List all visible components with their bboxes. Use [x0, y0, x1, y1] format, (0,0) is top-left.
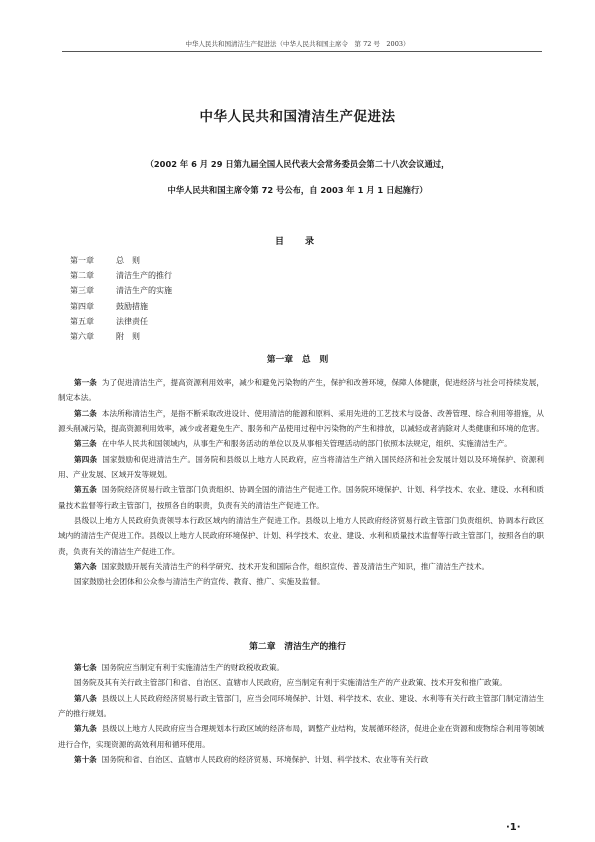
toc-item — [70, 329, 172, 344]
article-paragraph — [58, 691, 544, 722]
article-text: 国家鼓励开展有关清洁生产的科学研究、技术开发和国际合作，组织宣传、普及清洁生产知识，推广清洁生产技术。 — [101, 562, 490, 572]
article-number: 第三条 — [74, 439, 97, 449]
article-text: 国务院及其有关行政主管部门和省、自治区、直辖市人民政府，应当制定有利于实施清洁生产的产业政策、技术开发和推广政策。 — [74, 678, 507, 688]
adoption-note: （2002 年 6 月 29 日第九届全国人民代表大会常务委员会第二十八次会议通过， — [145, 159, 450, 169]
toc-chapter-title: 清洁生产的实施 — [116, 286, 172, 296]
toc-chapter-number: 第一章 — [70, 256, 94, 265]
toc-item — [70, 268, 172, 283]
article-text: 在中华人民共和国领域内，从事生产和服务活动的单位以及从事相关管理活动的部门依照本法规定，组织、实施清洁生产。 — [101, 439, 512, 449]
chapter-1-body — [58, 375, 544, 590]
article-number: 第四条 — [74, 454, 98, 464]
table-of-contents — [70, 253, 172, 344]
article-text: 本法所称清洁生产，是指不断采取改进设计、使用清洁的能源和原料、采用先进的工艺技术与设备、改善管理、综合利用等措施，从源头削减污染，提高资源利用效率，减少或者避免生产、服务和产品使用过程中污染物的产生和排放，以减轻或者消除对人类健康和环境的危害。 — [58, 408, 544, 434]
article-number: 第六条 — [74, 562, 97, 572]
article-number: 第一条 — [74, 378, 97, 387]
toc-chapter-title: 附 则 — [116, 332, 140, 342]
article-paragraph — [58, 574, 544, 589]
article-text: 县级以上人民政府经济贸易行政主管部门，应当会同环境保护、计划、科学技术、农业、建设、水利等有关行政主管部门制定清洁生产的推行规划。 — [58, 693, 544, 719]
toc-item — [70, 314, 172, 329]
document-title: 中华人民共和国清洁生产促进法 — [199, 109, 396, 125]
article-paragraph — [58, 482, 544, 513]
toc-chapter-title: 清洁生产的推行 — [116, 271, 172, 281]
chapter-2-body — [58, 660, 544, 767]
article-number: 第十条 — [74, 755, 97, 765]
toc-item — [70, 299, 172, 314]
chapter-2-heading: 第二章 清洁生产的推行 — [249, 642, 346, 652]
promulgation-note: 中华人民共和国主席令第 72 号公布，自 2003 年 1 月 1 日起施行） — [167, 185, 428, 195]
article-number: 第七条 — [74, 663, 97, 672]
article-text: 国家鼓励社会团体和公众参与清洁生产的宣传、教育、推广、实施及监督。 — [74, 577, 325, 587]
article-paragraph — [58, 406, 544, 437]
article-paragraph — [58, 559, 544, 574]
article-paragraph — [58, 752, 544, 767]
article-number: 第五条 — [74, 485, 97, 495]
toc-chapter-title: 法律责任 — [116, 316, 148, 326]
article-number: 第二条 — [74, 408, 97, 418]
article-text: 国务院应当制定有利于实施清洁生产的财政税收政策。 — [101, 663, 285, 672]
toc-chapter-number: 第四章 — [70, 301, 94, 311]
article-text: 县级以上地方人民政府负责领导本行政区域内的清洁生产促进工作。县级以上地方人民政府经济贸易行政主管部门负责组织、协调本行政区域内的清洁生产促进工作。县级以上地方人民政府环境保护、计划、科学技术、农业、建设、水利和质量技术监督等行政主管部门，按照各自的职责，负责有关的清洁生产促进工作。 — [58, 516, 544, 556]
article-text: 为了促进清洁生产，提高资源利用效率，减少和避免污染物的产生，保护和改善环境，保障人体健康，促进经济与社会可持续发展，制定本法。 — [58, 378, 544, 403]
toc-chapter-number: 第六章 — [70, 332, 94, 342]
article-text: 国务院经济贸易行政主管部门负责组织、协调全国的清洁生产促进工作。国务院环境保护、计划、科学技术、农业、建设、水利和质量技术监督等行政主管部门，按照各自的职责，负责有关的清洁生产促进工作。 — [58, 485, 544, 510]
toc-chapter-title: 总 则 — [116, 256, 140, 265]
page-number: ·1· — [506, 822, 521, 833]
header-divider — [62, 51, 542, 52]
article-paragraph — [58, 452, 544, 483]
toc-chapter-number: 第三章 — [70, 286, 94, 296]
toc-heading: 目 录 — [274, 237, 320, 247]
article-paragraph — [58, 721, 544, 752]
toc-item — [70, 253, 172, 268]
toc-chapter-title: 鼓励措施 — [116, 301, 148, 311]
article-text: 县级以上地方人民政府应当合理规划本行政区域的经济布局，调整产业结构，发展循环经济，促进企业在资源和废物综合利用等领域进行合作，实现资源的高效利用和循环使用。 — [58, 724, 544, 749]
article-paragraph — [58, 513, 544, 559]
toc-chapter-number: 第五章 — [70, 316, 94, 326]
toc-chapter-number: 第二章 — [70, 271, 94, 281]
article-paragraph — [58, 436, 544, 451]
article-paragraph — [58, 375, 544, 406]
chapter-1-heading: 第一章 总 则 — [266, 355, 329, 365]
article-number: 第九条 — [74, 724, 97, 734]
running-header: 中华人民共和国清洁生产促进法（中华人民共和国主席令 第 72 号 2003） — [185, 40, 410, 48]
article-paragraph — [58, 675, 544, 690]
article-number: 第八条 — [74, 693, 97, 703]
article-text: 国务院和省、自治区、直辖市人民政府的经济贸易、环境保护、计划、科学技术、农业等有关行政 — [101, 755, 429, 765]
article-text: 国家鼓励和促进清洁生产。国务院和县级以上地方人民政府，应当将清洁生产纳入国民经济和社会发展计划以及环境保护、资源利用、产业发展、区域开发等规划。 — [58, 454, 545, 480]
article-paragraph — [58, 660, 544, 675]
toc-item — [70, 283, 172, 298]
